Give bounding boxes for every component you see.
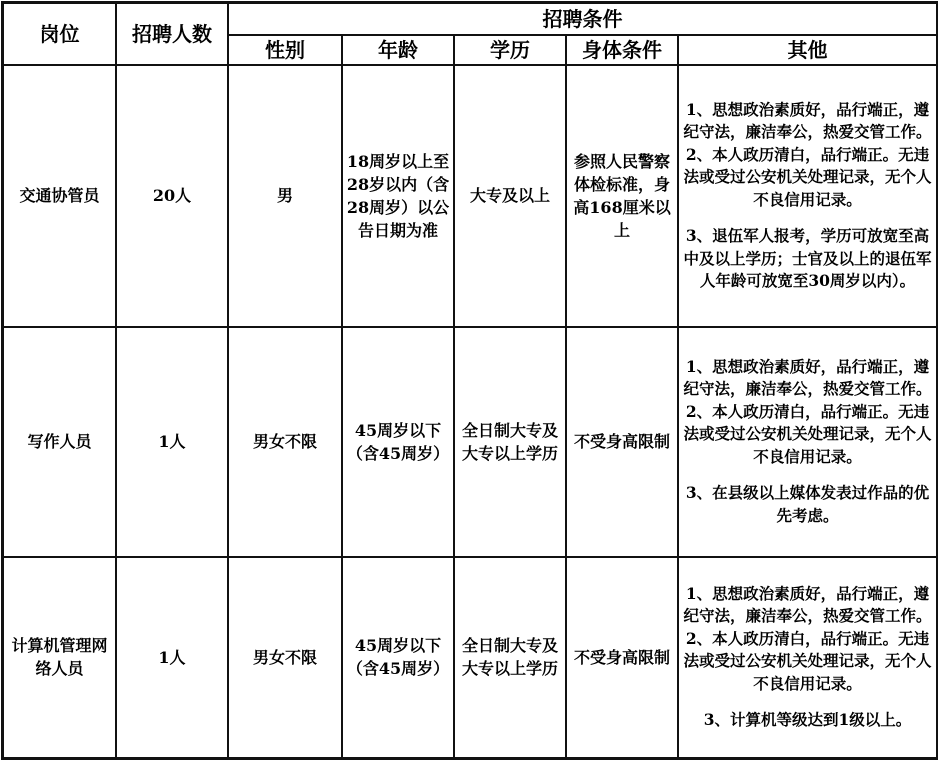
header-physical: 身体条件 [566, 35, 678, 65]
cell-physical: 不受身高限制 [566, 557, 678, 758]
other-item: 2、本人政历清白，品行端正。无违法或受过公安机关处理记录，无个人不良信用记录。 [683, 628, 932, 693]
cell-age: 45周岁以下（含45周岁） [342, 327, 454, 557]
cell-post: 交通协管员 [3, 65, 116, 327]
cell-other [678, 327, 937, 557]
cell-education: 全日制大专及大专以上学历 [454, 557, 566, 758]
header-count: 招聘人数 [116, 3, 228, 65]
cell-education: 大专及以上 [454, 65, 566, 327]
table-row [3, 557, 937, 758]
cell-count: 20人 [116, 65, 228, 327]
cell-physical: 不受身高限制 [566, 327, 678, 557]
header-conditions: 招聘条件 [228, 3, 937, 35]
cell-count: 1人 [116, 557, 228, 758]
table-row [3, 65, 937, 327]
other-item: 1、思想政治素质好，品行端正，遵纪守法，廉洁奉公，热爱交管工作。 [683, 356, 932, 399]
header-gender: 性别 [228, 35, 342, 65]
other-item: 1、思想政治素质好，品行端正，遵纪守法，廉洁奉公，热爱交管工作。 [683, 99, 932, 142]
cell-gender: 男女不限 [228, 327, 342, 557]
header-post: 岗位 [3, 3, 116, 65]
cell-gender: 男 [228, 65, 342, 327]
other-item: 3、在县级以上媒体发表过作品的优先考虑。 [685, 483, 930, 525]
cell-age: 45周岁以下（含45周岁） [342, 557, 454, 758]
cell-gender: 男女不限 [228, 557, 342, 758]
other-item: 1、思想政治素质好，品行端正，遵纪守法，廉洁奉公，热爱交管工作。 [683, 583, 932, 626]
header-education: 学历 [454, 35, 566, 65]
header-age: 年龄 [342, 35, 454, 65]
table-row [3, 327, 937, 557]
cell-education: 全日制大专及大专以上学历 [454, 327, 566, 557]
cell-other [678, 557, 937, 758]
other-item: 2、本人政历清白，品行端正。无违法或受过公安机关处理记录，无个人不良信用记录。 [683, 401, 932, 466]
cell-post: 计算机管理网络人员 [3, 557, 116, 758]
cell-other [678, 65, 937, 327]
cell-count: 1人 [116, 327, 228, 557]
recruitment-table [2, 2, 938, 759]
cell-post: 写作人员 [3, 327, 116, 557]
other-item: 2、本人政历清白，品行端正。无违法或受过公安机关处理记录，无个人不良信用记录。 [683, 144, 932, 209]
cell-age: 18周岁以上至28岁以内（含28周岁）以公告日期为准 [342, 65, 454, 327]
other-item: 3、退伍军人报考，学历可放宽至高中及以上学历；士官及以上的退伍军人年龄可放宽至30周岁以内）。 [683, 226, 932, 291]
header-row-1 [3, 3, 937, 35]
other-item: 3、计算机等级达到1级以上。 [703, 710, 912, 730]
header-other: 其他 [678, 35, 937, 65]
cell-physical: 参照人民警察体检标准，身高168厘米以上 [566, 65, 678, 327]
